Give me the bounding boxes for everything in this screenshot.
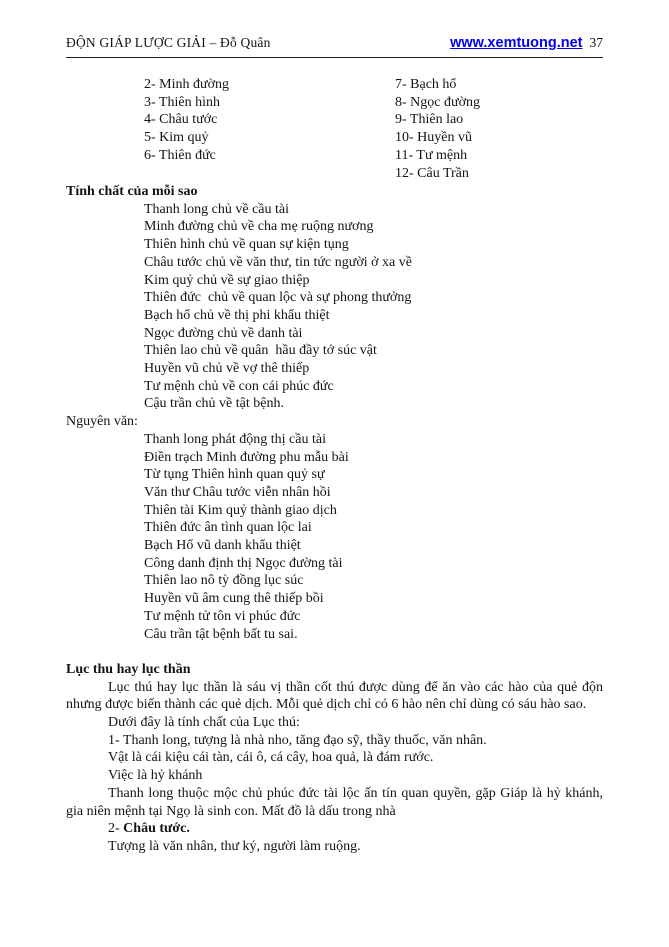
item-name-bold: Châu tước. — [123, 821, 190, 837]
star-list — [66, 76, 603, 183]
item-number: 2- — [108, 821, 124, 837]
verse-line: Tư mệnh tử tôn vi phúc đức — [144, 608, 301, 624]
paragraph-line: Thanh long thuộc mộc chủ phúc đức tài lộc ấn tín quan quyền, gặp Giáp là hỷ khánh, — [108, 785, 603, 801]
page-number: 37 — [589, 35, 603, 50]
paragraph-line: Lục thú hay lục thần là sáu vị thần cốt thú được dùng để ăn vào các hào của quẻ độn — [108, 679, 603, 695]
verse-line: Thanh long phát động thị cầu tài — [144, 431, 326, 447]
list-item: 3- Thiên hình — [144, 94, 220, 110]
verse-line: Văn thư Châu tước viễn nhân hồi — [144, 484, 331, 500]
verse-line: Bạch Hổ vũ danh khẩu thiệt — [144, 538, 301, 554]
section-heading-luc-thu: Lục thu hay lục thần — [66, 661, 191, 677]
page-content — [66, 76, 603, 856]
list-item: 12- Câu Trần — [395, 165, 469, 181]
text-line: Vật là cái kiệu cái tàn, cái ô, cá cây, hoa quả, là đám rước. — [108, 750, 434, 766]
text-line: Thiên hình chủ về quan sự kiện tụng — [144, 237, 349, 253]
header-right — [450, 35, 603, 51]
verse-line: Câu trần tật bệnh bất tu sai. — [144, 626, 298, 642]
text-line: Thiên lao chủ về quân hầu đầy tớ súc vật — [144, 343, 377, 359]
list-item: 6- Thiên đức — [144, 147, 216, 163]
website-link[interactable]: www.xemtuong.net — [450, 35, 583, 51]
section-heading-tinh-chat: Tính chất của mỗi sao — [66, 184, 198, 199]
text-line: Tượng là văn nhân, thư ký, người làm ruộng. — [108, 839, 361, 854]
list-item: 4- Châu tước — [144, 112, 218, 128]
paragraph-line: nhưng được biến thành các quẻ dịch. Mỗi quẻ dịch chỉ có 6 hào nên chỉ dùng có sáu hào sao. — [66, 697, 587, 713]
text-line: 1- Thanh long, tượng là nhà nho, tăng đạo sỹ, thầy thuốc, văn nhân. — [108, 732, 487, 748]
paragraph-line: gia niên mệnh tại Ngọ là sinh con. Mất đồ là dấu trong nhà — [66, 803, 396, 819]
verse-line: Thiên lao nô tỳ đồng lục súc — [144, 573, 304, 589]
page-header — [66, 35, 603, 51]
list-item: 2- Minh đường — [144, 77, 229, 92]
text-line: Thanh long chủ về cầu tài — [144, 201, 290, 217]
star-list-right-column — [395, 76, 480, 182]
verse-line: Công danh định thị Ngọc đường tài — [144, 555, 343, 571]
text-line: Cậu trần chủ về tật bệnh. — [144, 396, 284, 412]
verse-line: Huyền vũ âm cung thê thiếp bồi — [144, 591, 324, 607]
list-item: 11- Tư mệnh — [395, 147, 468, 163]
text-line: Việc là hỷ khánh — [108, 768, 203, 784]
text-line: Ngọc đường chủ về danh tài — [144, 325, 303, 341]
list-item: 10- Huyền vũ — [395, 130, 472, 146]
text-line: Thiên đức chủ về quan lộc và sự phong thưởng — [144, 290, 412, 306]
list-item: 8- Ngọc đường — [395, 94, 480, 110]
text-line: Kim quỷ chủ về sự giao thiệp — [144, 272, 310, 288]
verse-line: Từ tụng Thiên hình quan quỷ sự — [144, 467, 325, 483]
text-line: Minh đường chủ về cha mẹ ruộng nương — [144, 219, 374, 235]
item-2-chau-tuoc — [108, 820, 603, 838]
text-line: Dưới đây là tính chất của Lục thú: — [108, 715, 300, 731]
list-item: 7- Bạch hổ — [395, 77, 457, 92]
text-line: Tư mệnh chủ về con cái phúc đức — [144, 378, 334, 394]
verse-line: Thiên đức ân tình quan lộc lai — [144, 520, 312, 536]
text-line: Bạch hổ chủ về thị phi khẩu thiệt — [144, 307, 330, 323]
header-divider — [66, 57, 603, 58]
nguyen-van-label: Nguyên văn: — [66, 414, 138, 430]
list-item: 9- Thiên lao — [395, 112, 464, 128]
star-list-left-column — [144, 76, 603, 165]
list-item: 5- Kim quỷ — [144, 130, 209, 146]
verse-line: Điền trạch Minh đường phu mẫu bài — [144, 449, 349, 465]
verse-line: Thiên tài Kim quỷ thành giao dịch — [144, 502, 337, 518]
document-title: ĐỘN GIÁP LƯỢC GIẢI – Đỗ Quân — [66, 35, 271, 50]
text-line: Châu tước chủ về văn thư, tin tức người ở xa về — [144, 254, 412, 270]
text-line: Huyền vũ chủ về vợ thê thiếp — [144, 361, 310, 377]
